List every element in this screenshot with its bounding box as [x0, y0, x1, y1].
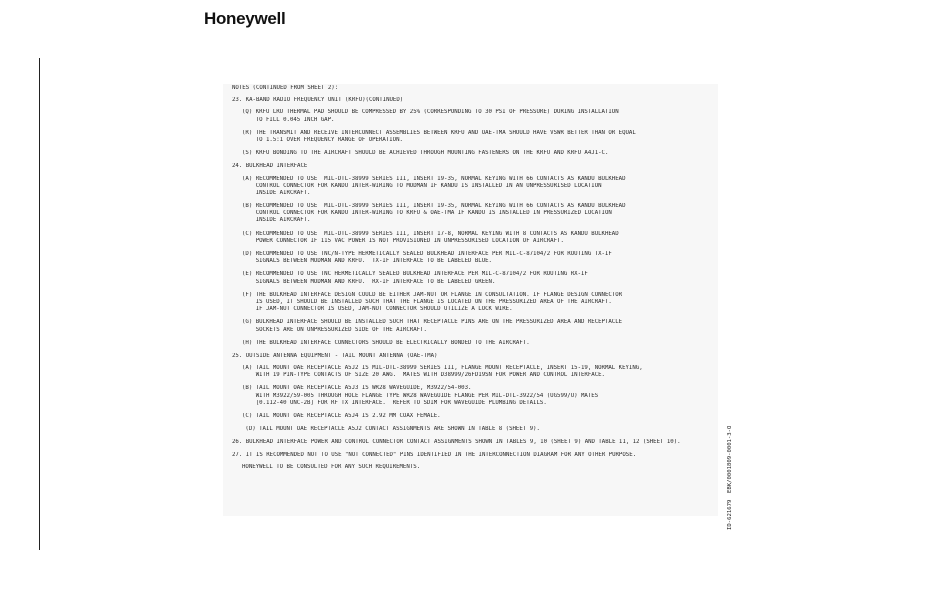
note-section [232, 353, 712, 434]
note-section [232, 452, 712, 471]
note-line: (B) RECOMMENDED TO USE MIL-DTL-38999 SERIES III, INSERT 19-35, NORMAL KEYING WITH 66 CONTACTS AS KANDU BULKHEAD [242, 203, 626, 210]
note-line: CONTROL CONNECTOR FOR KANDU INTER-WIRING TO MODMAN IF KANDU IS INSTALLED IN AN UNPRESSURISED LOCATION [242, 182, 602, 189]
note-item [242, 319, 712, 333]
note-line: (D) RECOMMENDED TO USE TNC/N-TYPE HERMETICALLY SEALED BULKHEAD INTERFACE PER MIL-C-87104/2 FOR ROUTING TX-IF [242, 251, 612, 257]
note-line: (D) TAIL MOUNT OAE RECEPTACLE A5J2 CONTACT ASSIGNMENTS ARE SHOWN IN TABLE 8 (SHEET 9). [242, 426, 540, 433]
note-item [242, 109, 712, 123]
note-line: (C) RECOMMENDED TO USE MIL-DTL-38999 SERIES III, INSERT 17-8, NORMAL KEYING WITH 8 CONTACTS AS KANDU BULKHEAD [242, 230, 619, 237]
drawing-id-label: ID-621679 EBK/0001809-0001-3-O [727, 425, 733, 530]
note-section [232, 97, 712, 157]
note-line: WITH M3922/59-005 THROUGH HOLE FLANGE TYPE WR28 WAVEGUIDE FLANGE PER MIL-DTL-3922/54 (UG599/U) MATES [242, 392, 599, 399]
note-item [242, 292, 712, 314]
note-line: (A) TAIL MOUNT OAE RECEPTACLE A5J2 IS MIL-DTL-38999 SERIES III, FLANGE MOUNT RECEPTACLE, INSERT 15-19, NORMAL KEYING, [242, 365, 643, 372]
note-line: (F) THE BULKHEAD INTERFACE DESIGN COULD BE EITHER JAM-NUT OR FLANGE IN CONSULTATION. IF FLANGE DESIGN CONNECTOR [242, 291, 623, 298]
note-line: (S) KRFU BONDING TO THE AIRCRAFT SHOULD BE ACHIEVED THROUGH MOUNTING FASTENERS ON THE KRFU AND KRFU A4J1-C. [242, 150, 609, 157]
note-line: INSIDE AIRCRAFT. [242, 189, 311, 196]
note-line: HONEYWELL TO BE CONSULTED FOR ANY SUCH REQUIREMENTS. [242, 463, 421, 470]
note-section-title: 24. BULKHEAD INTERFACE [232, 163, 308, 170]
note-line: (B) TAIL MOUNT OAE RECEPTACLE A5J3 IS WR28 WAVEGUIDE, M3922/54-003. [242, 385, 472, 392]
notes-block [232, 85, 712, 477]
note-line: POWER CONNECTOR IF 115 VAC POWER IS NOT PROVISIONED IN UNPRESSURISED LOCATION OF AIRCRAFT. [242, 237, 564, 244]
left-margin-rule [39, 58, 40, 550]
note-item [242, 340, 712, 347]
note-line: (R) THE TRANSMIT AND RECEIVE INTERCONNECT ASSEMBLIES BETWEEN KRFU AND OAE-TMA SHOULD HAVE VSWR BETTER THAN OR EQUAL [242, 129, 636, 136]
note-line: WITH 19 PIN-TYPE CONTACTS OF SIZE 20 AWG. MATES WITH D38999/26FD19SN FOR POWER AND CONTROL INTERFACE. [242, 372, 605, 379]
note-line: (G) BULKHEAD INTERFACE SHOULD BE INSTALLED SUCH THAT RECEPTACLE PINS ARE ON THE PRESSURIZED AREA AND RECEPTACLE [242, 319, 623, 326]
note-section-title: 23. KA-BAND RADIO FREQUENCY UNIT (KRFU)(CONTINUED) [232, 97, 404, 104]
note-section [232, 439, 712, 446]
note-line: IS USED, IT SHOULD BE INSTALLED SUCH THAT THE FLANGE IS LOCATED ON THE PRESSURIZED AREA OF THE AIRCRAFT. [242, 298, 612, 305]
note-item [242, 251, 712, 265]
note-section-title: 25. OUTSIDE ANTENNA EQUIPMENT - TAIL MOUNT ANTENNA (OAE-TMA) [232, 352, 438, 359]
note-line: IF JAM-NUT CONNECTOR IS USED, JAM-NUT CONNECTOR SHOULD UTILIZE A LOCK WIRE. [242, 306, 513, 313]
note-item [242, 426, 712, 433]
note-line: SIGNALS BETWEEN MODMAN AND KRFU. RX-IF INTERFACE TO BE LABELED GREEN. [242, 278, 496, 285]
note-section [232, 163, 712, 347]
note-section-title: 26. BULKHEAD INTERFACE POWER AND CONTROL CONNECTOR CONTACT ASSIGNMENTS SHOWN IN TABLES 9, 10 (SHEET 9) AND TABLE 11, 12 (SHEET 10). [232, 439, 681, 446]
note-item [242, 176, 712, 198]
note-line: (E) RECOMMENDED TO USE TNC HERMETICALLY SEALED BULKHEAD INTERFACE PER MIL-C-87104/2 FOR ROUTING RX-IF [242, 271, 588, 278]
notes-heading: NOTES (CONTINUED FROM SHEET 2): [232, 85, 339, 91]
note-line: TO 1.5:1 OVER FREQUENCY RANGE OF OPERATION. [242, 136, 403, 143]
note-item [242, 203, 712, 225]
note-item [242, 150, 712, 157]
note-item [242, 464, 712, 471]
note-line: CONTROL CONNECTOR FOR KANDU INTER-WIRING TO KRFU & OAE-TMA IF KANDU IS INSTALLED IN PRESSURIZED LOCATION [242, 210, 612, 217]
note-line: SIGNALS BETWEEN MODMAN AND KRFU. TX-IF INTERFACE TO BE LABELED BLUE. [242, 258, 492, 265]
note-line: TO FILL 0.045 INCH GAP. [242, 116, 335, 123]
note-item [242, 231, 712, 245]
note-line: (C) TAIL MOUNT OAE RECEPTACLE A5J4 IS 2.92 MM COAX FEMALE. [242, 413, 441, 419]
note-item [242, 413, 712, 420]
note-line: (H) THE BULKHEAD INTERFACE CONNECTORS SHOULD BE ELECTRICALLY BONDED TO THE AIRCRAFT. [242, 339, 530, 346]
note-item [242, 385, 712, 407]
note-item [242, 130, 712, 144]
note-line: (A) RECOMMENDED TO USE MIL-DTL-38999 SERIES III, INSERT 19-35, NORMAL KEYING WITH 66 CONTACTS AS KANDU BULKHEAD [242, 175, 626, 182]
note-section-title: 27. IT IS RECOMMENDED NOT TO USE "NOT CONNECTED" PINS IDENTIFIED IN THE INTERCONNECTION DIAGRAM FOR ANY OTHER PURPOSE. [232, 451, 637, 458]
note-line: (Q) KRFU LRU THERMAL PAD SHOULD BE COMPRESSED BY 25% (CORRESPONDING TO 30 PSI OF PRESSURE) DURING INSTALLATION [242, 109, 619, 116]
honeywell-logo: Honeywell [204, 9, 286, 28]
note-item [242, 365, 712, 379]
note-line: [0.112-40 UNC-2B] FOR RF TX INTERFACE. REFER TO SDIM FOR WAVEGUIDE PLUMBING DETAILS. [242, 399, 547, 406]
note-line: SOCKETS ARE ON UNPRESSURIZED SIDE OF THE AIRCRAFT. [242, 326, 427, 333]
note-line: INSIDE AIRCRAFT. [242, 217, 311, 224]
note-item [242, 271, 712, 285]
